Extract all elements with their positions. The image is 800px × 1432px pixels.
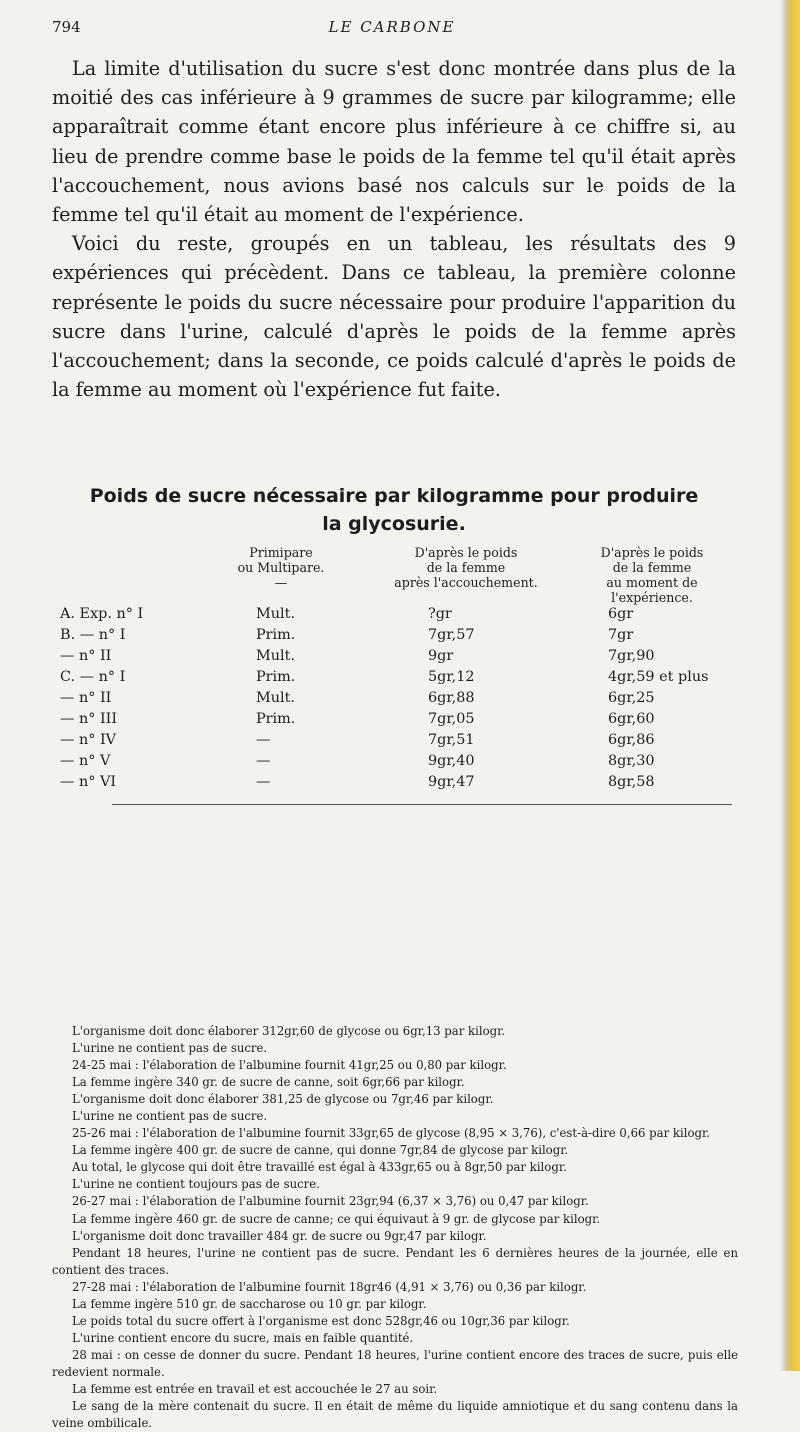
note-line: L'organisme doit donc travailler 484 gr. de sucre ou 9gr,47 par kilogr. [72,1228,487,1243]
running-title: LE CARBONE [328,18,456,36]
note-line: La femme ingère 510 gr. de saccharose ou 10 gr. par kilogr. [72,1296,427,1311]
note-line: L'urine ne contient pas de sucre. [72,1041,268,1056]
note-line: L'organisme doit donc élaborer 312gr,60 de glycose ou 6gr,13 par kilogr. [72,1024,506,1038]
note-line: L'urine contient encore du sucre, mais en faible quantité. [72,1330,414,1345]
table-row: — n° II Mult. 6gr,88 6gr,25 [60,690,655,706]
note-line: L'organisme doit donc élaborer 381,25 de glycose ou 7gr,46 par kilogr. [72,1092,494,1107]
header-moment-column: D'après le poids de la femme au moment de l'expérience. [600,545,704,605]
note-line: L'urine ne contient pas de sucre. [72,1109,268,1124]
table-row: — n° VI — 9gr,47 8gr,58 [60,774,655,790]
note-line: Pendant 18 heures, l'urine ne contient pas de sucre. Pendant les 6 dernières heures de la journée, elle en contient des traces. [52,1245,738,1277]
note-line: Au total, le glycose qui doit être travaillé est égal à 433gr,65 ou à 8gr,50 par kilogr. [72,1160,567,1175]
note-line: 25-26 mai : l'élaboration de l'albumine fournit 33gr,65 de glycose (8,95 × 3,76), c'est-à-dire 0,66 par kilogr. [72,1126,711,1141]
note-line: 26-27 mai : l'élaboration de l'albumine fournit 23gr,94 (6,37 × 3,76) ou 0,47 par kilogr. [72,1194,589,1209]
table-row: — n° II Mult. 9gr 7gr,90 [60,648,655,664]
note-line: Le sang de la mère contenait du sucre. Il en était de même du liquide amniotique et du sang contenu dans la veine ombilicale. [52,1399,738,1431]
table-title-line-2: la glycosurie. [322,513,466,535]
table-row: A. Exp. n° I Mult. ?gr 6gr [60,606,634,622]
table-row: C. — n° I Prim. 5gr,12 4gr,59 et plus [60,669,709,685]
table-row: — n° IV — 7gr,51 6gr,86 [60,732,655,748]
note-line: 27-28 mai : l'élaboration de l'albumine fournit 18gr46 (4,91 × 3,76) ou 0,36 par kilogr. [72,1279,587,1294]
table-title-line-1: Poids de sucre nécessaire par kilogramme pour produire [89,485,699,507]
table-row: B. — n° I Prim. 7gr,57 7gr [60,627,634,643]
book-spine-edge [786,0,800,1371]
table-row: — n° III Prim. 7gr,05 6gr,60 [60,711,655,727]
table-bottom-rule [112,804,732,805]
note-line: La femme est entrée en travail et est accouchée le 27 au soir. [72,1381,438,1396]
intro-paragraph-1: La limite d'utilisation du sucre s'est donc montrée dans plus de la moitié des cas inférieure à 9 grammes de sucre par kilogramme; elle apparaîtrait comme étant encore plus inférieure à ce chiffre si, au lieu de prendre comme base le poids de la femme tel qu'il était après l'accouchement, nous avions basé nos calculs sur le poids de la femme tel qu'il était au moment de l'expérience. [52,57,736,227]
page-number: 794 [52,18,81,36]
note-line: La femme ingère 400 gr. de sucre de canne, qui donne 7gr,84 de glycose par kilogr. [72,1143,569,1158]
note-line: L'urine ne contient toujours pas de sucre. [72,1177,320,1192]
note-line: La femme ingère 460 gr. de sucre de canne; ce qui équivaut à 9 gr. de glycose par kilogr. [72,1211,601,1226]
header-type-column: Primipare ou Multipare. — [237,545,325,590]
note-line: La femme ingère 340 gr. de sucre de canne, soit 6gr,66 par kilogr. [72,1075,465,1090]
intro-paragraph-2: Voici du reste, groupés en un tableau, les résultats des 9 expériences qui précèdent. Dans ce tableau, la première colonne représente le poids du sucre nécessaire pour produire l'apparition du sucre dans l'urine, calculé d'après le poids de la femme après l'accouchement; dans la seconde, ce poids calculé d'après le poids de la femme au moment où l'expérience fut faite. [52,232,736,402]
note-line: 28 mai : on cesse de donner du sucre. Pendant 18 heures, l'urine contient encore des traces de sucre, puis elle redevient normale. [52,1347,738,1379]
intro-text [52,54,736,404]
header-after-delivery-column: D'après le poids de la femme après l'accouchement. [394,545,538,590]
page-header [52,18,732,40]
note-line: 24-25 mai : l'élaboration de l'albumine fournit 41gr,25 ou 0,80 par kilogr. [72,1058,507,1073]
table-row: — n° V — 9gr,40 8gr,30 [60,753,655,769]
note-line: Le poids total du sucre offert à l'organisme est donc 528gr,46 ou 10gr,36 par kilogr. [72,1313,570,1328]
